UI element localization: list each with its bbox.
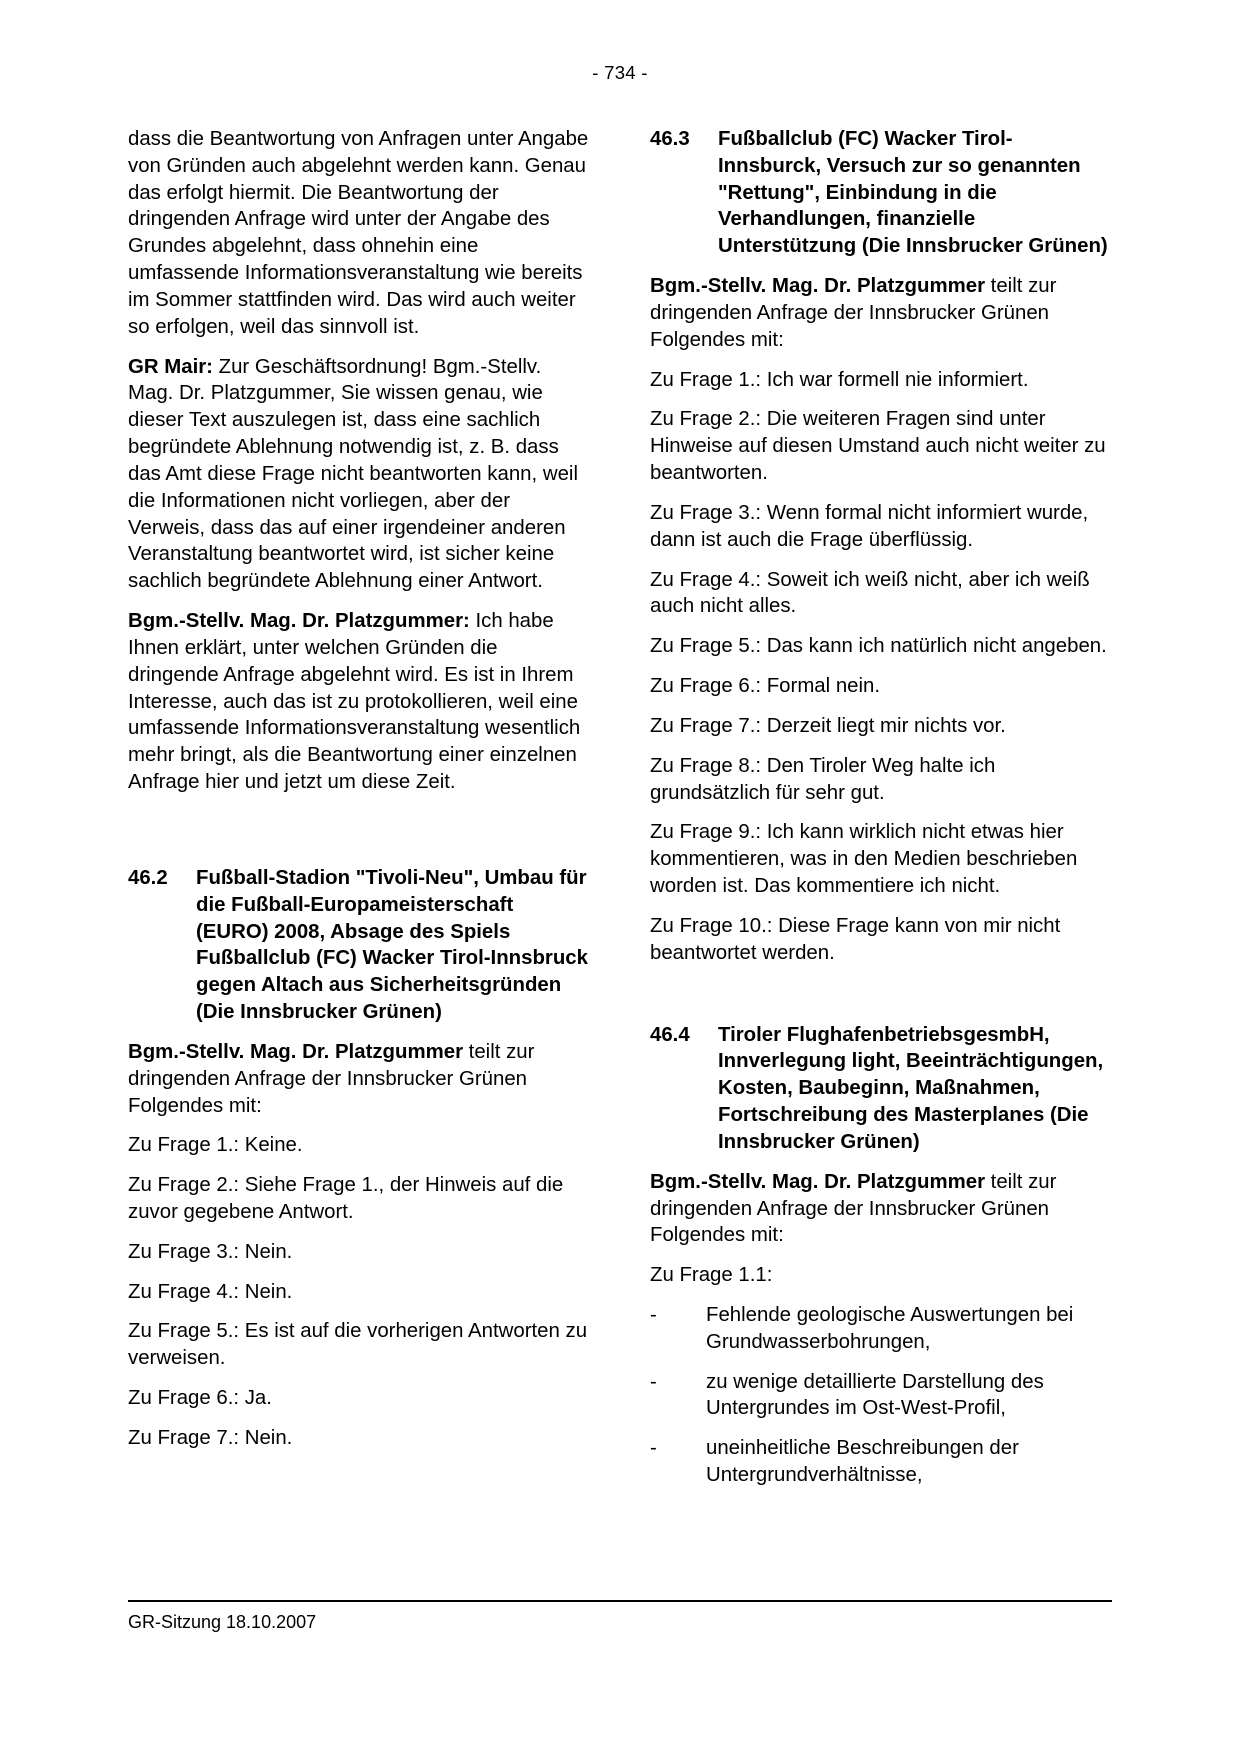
speaker-label-intro-46-4: Bgm.-Stellv. Mag. Dr. Platzgummer — [650, 1170, 986, 1193]
section-spacer — [128, 809, 590, 865]
speaker-label-intro-46-3: Bgm.-Stellv. Mag. Dr. Platzgummer — [650, 275, 986, 298]
speaker-label-platzgummer: Bgm.-Stellv. Mag. Dr. Platzgummer: — [128, 610, 470, 633]
intro-text-46-4: teilt zur dringenden Anfrage der Innsbrucker Grünen Folgendes mit: — [650, 1170, 1057, 1247]
list-item — [650, 1435, 1112, 1489]
footer-divider — [128, 1600, 1112, 1602]
intro-paragraph-46-2 — [128, 1039, 590, 1119]
answer-item: Zu Frage 2.: Siehe Frage 1., der Hinweis auf die zuvor gegebene Antwort. — [128, 1174, 564, 1223]
answer-item: Zu Frage 9.: Ich kann wirklich nicht etwas hier kommentieren, was in den Medien beschrieben worden ist. Das kommentiere ich nicht. — [650, 821, 1078, 898]
section-number-46-2: 46.2 — [128, 866, 168, 889]
answer-item: Zu Frage 2.: Die weiteren Fragen sind unter Hinweise auf diesen Umstand auch nicht weiter zu beantworten. — [650, 408, 1106, 485]
footer-label: GR-Sitzung 18.10.2007 — [128, 1612, 317, 1632]
section-title-46-2: Fußball-Stadion "Tivoli-Neu", Umbau für die Fußball-Europameisterschaft (EURO) 2008, Absage des Spiels Fußballclub (FC) Wacker Tirol-Innsbruck gegen Altach aus Sicherheitsgründen (Die Innsbrucker Grünen) — [196, 866, 588, 1024]
speaker-label-intro-46-2: Bgm.-Stellv. Mag. Dr. Platzgummer — [128, 1040, 464, 1063]
intro-paragraph-46-4 — [650, 1169, 1112, 1249]
bullet-dash-icon: - — [650, 1370, 657, 1393]
answer-item: Zu Frage 4.: Nein. — [128, 1280, 293, 1303]
paragraph-gr-mair — [128, 354, 590, 595]
answer-item: Zu Frage 3.: Wenn formal nicht informiert wurde, dann ist auch die Frage überflüssig. — [650, 501, 1089, 551]
answer-item: Zu Frage 7.: Derzeit liegt mir nichts vor. — [650, 714, 1006, 737]
section-title-46-4: Tiroler FlughafenbetriebsgesmbH, Innverlegung light, Beeinträchtigungen, Kosten, Baubeginn, Maßnahmen, Fortschreibung des Masterplanes (Die Innsbrucker Grünen) — [718, 1023, 1104, 1153]
answer-item: Zu Frage 10.: Diese Frage kann von mir nicht beantwortet werden. — [650, 914, 1061, 964]
answer-item: Zu Frage 6.: Formal nein. — [650, 675, 881, 698]
bullet-dash-icon: - — [650, 1437, 657, 1460]
left-column — [128, 126, 590, 1502]
section-title-46-3: Fußballclub (FC) Wacker Tirol-Innsburck, Versuch zur so genannten "Rettung", Einbindung in die Verhandlungen, finanzielle Unterstützung (Die Innsbrucker Grünen) — [718, 128, 1108, 258]
answer-item: Zu Frage 6.: Ja. — [128, 1387, 272, 1410]
two-column-body — [128, 126, 1112, 1502]
section-heading-46-2 — [128, 865, 590, 1026]
page-number: - 734 - — [592, 62, 648, 83]
section-spacer — [650, 980, 1112, 1022]
paragraph-platzgummer — [128, 608, 590, 796]
speech-text-gr-mair: Zur Geschäftsordnung! Bgm.-Stellv. Mag. Dr. Platzgummer, Sie wissen genau, wie dieser Text auszulegen ist, dass eine sachlich begründete Ablehnung notwendig ist, z. B. dass das Amt diese Frage nicht beantworten kann, weil die Informationen nicht vorliegen, aber der Verweis, dass das auf einer irgendeiner anderen Veranstaltung beantwortet wird, ist sicher keine sachlich begründete Ablehnung einer Antwort. — [128, 355, 578, 593]
list-item-text: uneinheitliche Beschreibungen der Untergrundverhältnisse, — [706, 1437, 1019, 1487]
section-heading-46-4 — [650, 1022, 1112, 1156]
answer-item: Zu Frage 3.: Nein. — [128, 1240, 293, 1263]
list-item — [650, 1369, 1112, 1423]
answer-item: Zu Frage 5.: Das kann ich natürlich nicht angeben. — [650, 635, 1107, 658]
answer-item: Zu Frage 8.: Den Tiroler Weg halte ich grundsätzlich für sehr gut. — [650, 754, 996, 804]
answer-item: Zu Frage 1.: Keine. — [128, 1134, 303, 1157]
intro-text-46-2: teilt zur dringenden Anfrage der Innsbrucker Grünen Folgendes mit: — [128, 1040, 535, 1117]
list-item-text: zu wenige detaillierte Darstellung des Untergrundes im Ost-West-Profil, — [706, 1370, 1044, 1420]
section-number-46-3: 46.3 — [650, 128, 690, 150]
list-item — [650, 1302, 1112, 1356]
speaker-label-gr-mair: GR Mair: — [128, 355, 213, 378]
question-label-1-1: Zu Frage 1.1: — [650, 1264, 773, 1287]
list-item-text: Fehlende geologische Auswertungen bei Grundwasserbohrungen, — [706, 1303, 1074, 1353]
intro-paragraph-46-3 — [650, 273, 1112, 353]
intro-text-46-3: teilt zur dringenden Anfrage der Innsbrucker Grünen Folgendes mit: — [650, 275, 1057, 351]
answer-item: Zu Frage 4.: Soweit ich weiß nicht, aber ich weiß auch nicht alles. — [650, 568, 1090, 618]
right-column — [650, 126, 1112, 1502]
paragraph-continuation: dass die Beantwortung von Anfragen unter Angabe von Gründen auch abgelehnt werden kann. Genau das erfolgt hiermit. Die Beantwortung der dringenden Anfrage wird unter der Angabe des Grundes abgelehnt, dass ohnehin eine umfassende Informationsveranstaltung wie bereits im Sommer stattfinden wird. Das wird auch weiter so erfolgen, weil das sinnvoll ist. — [128, 128, 589, 338]
bullet-dash-icon: - — [650, 1303, 657, 1326]
section-number-46-4: 46.4 — [650, 1023, 690, 1046]
speech-text-platzgummer: Ich habe Ihnen erklärt, unter welchen Gründen die dringende Anfrage abgelehnt wird. Es ist in Ihrem Interesse, auch das ist zu protokollieren, weil eine umfassende Informationsveranstaltung wesentlich mehr bringt, als die Beantwortung einer einzelnen Anfrage hier und jetzt um diese Zeit. — [128, 610, 581, 794]
answer-item: Zu Frage 5.: Es ist auf die vorherigen Antworten zu verweisen. — [128, 1320, 588, 1370]
answer-item: Zu Frage 1.: Ich war formell nie informiert. — [650, 368, 1029, 391]
section-heading-46-3 — [650, 126, 1112, 260]
answer-item: Zu Frage 7.: Nein. — [128, 1426, 293, 1449]
